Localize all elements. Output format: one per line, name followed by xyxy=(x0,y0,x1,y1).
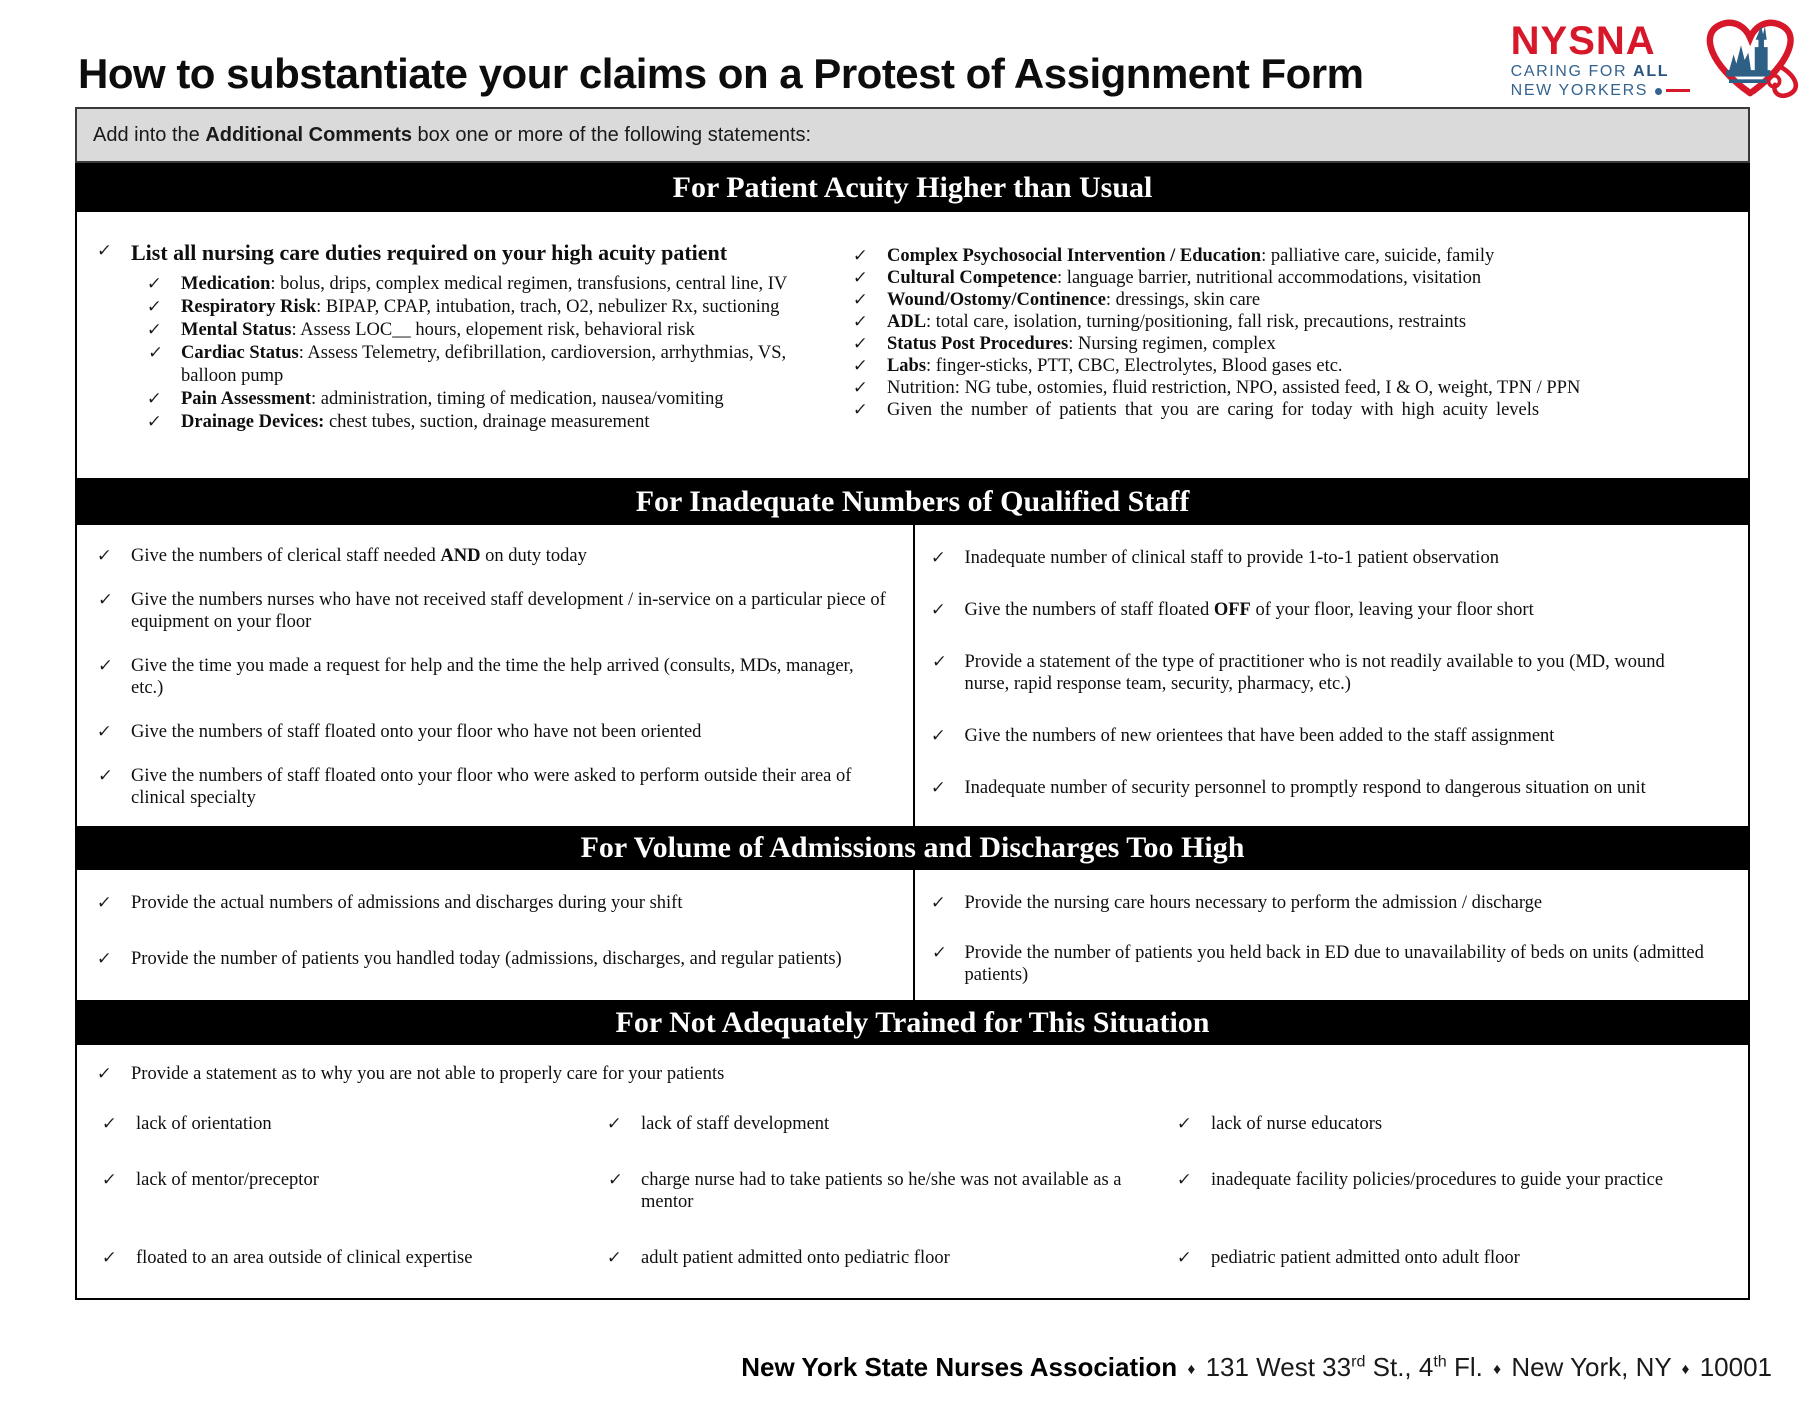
checklist-item: ✓ lack of staff development xyxy=(605,1114,830,1134)
checklist-item: ✓ Give the numbers of staff floated onto your floor who were asked to perform outside their area of clinical specialty xyxy=(97,765,887,809)
checkmark-icon: ✓ xyxy=(607,1170,624,1190)
checkmark-icon: ✓ xyxy=(97,656,114,676)
diamond-separator: ♦ xyxy=(1681,1360,1690,1378)
checkmark-icon: ✓ xyxy=(930,943,947,963)
checklist-item: ✓ Drainage Devices: chest tubes, suction, drainage measurement xyxy=(146,412,650,432)
checkmark-icon: ✓ xyxy=(95,722,113,742)
checklist-item: ✓ ADL: total care, isolation, turning/positioning, fall risk, precautions, restraints xyxy=(851,312,1467,332)
section-volume xyxy=(75,870,1750,1000)
checkmark-icon: ✓ xyxy=(605,1114,623,1134)
training-reasons-grid xyxy=(102,1113,1748,1269)
checklist-item: ✓ Give the numbers of staff floated onto your floor who have not been oriented xyxy=(95,722,702,742)
checkmark-icon: ✓ xyxy=(929,548,946,568)
checklist-item: ✓ Labs: finger-sticks, PTT, CBC, Electrolytes, Blood gases etc. xyxy=(851,356,1343,376)
checklist-item: ✓ Give the numbers of new orientees that have been added to the staff assignment xyxy=(929,726,1555,746)
checkmark-icon: ✓ xyxy=(929,726,946,746)
checklist-item: ✓ floated to an area outside of clinical expertise xyxy=(100,1248,473,1268)
staffing-left-column xyxy=(77,525,913,826)
checklist-item: ✓ Pain Assessment: administration, timing of medication, nausea/vomiting xyxy=(146,389,724,409)
checkmark-icon: ✓ xyxy=(1175,1248,1193,1268)
checklist-item: ✓ charge nurse had to take patients so he/she was not available as a mentor xyxy=(607,1169,1177,1213)
checkmark-icon: ✓ xyxy=(100,1170,118,1190)
checklist-item: ✓ inadequate facility policies/procedures to guide your practice xyxy=(1175,1170,1664,1190)
section-header-staffing: For Inadequate Numbers of Qualified Staff xyxy=(75,478,1750,525)
checklist-item: ✓ Respiratory Risk: BIPAP, CPAP, intubation, trach, O2, nebulizer Rx, suctioning xyxy=(146,297,780,317)
checkmark-icon: ✓ xyxy=(147,343,164,363)
checklist-item: ✓ Give the numbers of staff floated OFF of your floor, leaving your floor short xyxy=(929,600,1534,620)
logo-tagline-2: NEW YORKERS xyxy=(1511,83,1690,100)
checklist-item: ✓ pediatric patient admitted onto adult floor xyxy=(1175,1248,1520,1268)
checkmark-icon: ✓ xyxy=(1175,1170,1193,1190)
checkmark-icon: ✓ xyxy=(95,1064,113,1084)
checkmark-icon: ✓ xyxy=(851,334,869,354)
checkmark-icon: ✓ xyxy=(851,356,869,376)
volume-left-column xyxy=(77,870,913,1000)
checklist-item: ✓ lack of nurse educators xyxy=(1175,1114,1383,1134)
checklist-item: ✓ Provide a statement of the type of practitioner who is not readily available to you (MD, wound nurse, rapid response team, security, pharmacy, etc.) xyxy=(931,651,1709,695)
checklist-item: ✓ lack of orientation xyxy=(100,1114,272,1134)
checkmark-icon: ✓ xyxy=(929,778,946,798)
checklist-item: ✓ List all nursing care duties required on your high acuity patient xyxy=(96,240,728,265)
checkmark-icon: ✓ xyxy=(95,546,113,566)
checklist-item: ✓ Nutrition: NG tube, ostomies, fluid restriction, NPO, assisted feed, I & O, weight, TPN / PPN xyxy=(851,378,1581,398)
checklist-item: ✓ Inadequate number of clinical staff to provide 1-to-1 patient observation xyxy=(929,548,1499,568)
checklist-item: ✓ Provide a statement as to why you are not able to properly care for your patients xyxy=(95,1064,725,1084)
footer-street: 131 West 33rd St., 4th Fl. xyxy=(1205,1352,1483,1382)
checkmark-icon: ✓ xyxy=(146,320,163,340)
section-header-training: For Not Adequately Trained for This Situation xyxy=(75,1000,1750,1045)
footer-city: New York, NY xyxy=(1511,1352,1672,1382)
checkmark-icon: ✓ xyxy=(851,268,869,288)
checklist-item: ✓ Mental Status: Assess LOC__ hours, elopement risk, behavioral risk xyxy=(146,320,695,340)
checklist-item: ✓ Inadequate number of security personnel to promptly respond to dangerous situation on unit xyxy=(929,778,1646,798)
checkmark-icon: ✓ xyxy=(605,1248,623,1268)
checklist-item: ✓ Give the numbers nurses who have not received staff development / in-service on a particular piece of equipment on your floor xyxy=(97,589,887,633)
checklist-item: ✓ adult patient admitted onto pediatric floor xyxy=(605,1248,950,1268)
checkmark-icon: ✓ xyxy=(95,893,113,913)
footer-zip: 10001 xyxy=(1699,1352,1772,1382)
checkmark-icon: ✓ xyxy=(146,389,163,409)
volume-right-column xyxy=(913,870,1749,1000)
acuity-left-column xyxy=(77,212,839,478)
section-header-volume: For Volume of Admissions and Discharges Too High xyxy=(75,826,1750,870)
instruction-bar xyxy=(75,107,1750,163)
checkmark-icon: ✓ xyxy=(146,274,163,294)
section-staffing xyxy=(75,525,1750,826)
checklist-item: ✓ Complex Psychosocial Intervention / Education: palliative care, suicide, family xyxy=(851,246,1495,266)
section-acuity xyxy=(75,212,1750,478)
checkmark-icon: ✓ xyxy=(851,246,869,266)
acuity-sub-list xyxy=(147,273,831,434)
logo-dot-icon xyxy=(1655,88,1662,95)
footer-org: New York State Nurses Association xyxy=(741,1352,1178,1382)
checklist-item: ✓ Provide the nursing care hours necessary to perform the admission / discharge xyxy=(929,893,1543,913)
checkmark-icon: ✓ xyxy=(1175,1114,1193,1134)
checkmark-icon: ✓ xyxy=(851,378,869,398)
diamond-separator: ♦ xyxy=(1493,1360,1502,1378)
checkmark-icon: ✓ xyxy=(930,652,947,672)
checklist-item: ✓ Medication: bolus, drips, complex medical regimen, transfusions, central line, IV xyxy=(146,274,788,294)
checklist-item: ✓ Status Post Procedures: Nursing regimen, complex xyxy=(851,334,1276,354)
checklist-item: ✓ Provide the number of patients you handled today (admissions, discharges, and regular patients) xyxy=(95,949,842,969)
diamond-separator: ♦ xyxy=(1187,1360,1196,1378)
checkmark-icon: ✓ xyxy=(851,400,869,420)
checkmark-icon: ✓ xyxy=(97,766,114,786)
checklist-item: ✓ Cultural Competence: language barrier, nutritional accommodations, visitation xyxy=(851,268,1482,288)
checklist-item: ✓ Provide the number of patients you held back in ED due to unavailability of beds on units (admitted patients) xyxy=(931,942,1709,986)
checkmark-icon: ✓ xyxy=(100,1114,118,1134)
checkmark-icon: ✓ xyxy=(96,241,113,261)
checklist-item: ✓ Given the number of patients that you are caring for today with high acuity levels xyxy=(851,400,1540,420)
nysna-heart-liberty-icon xyxy=(1692,14,1812,106)
checklist-item: ✓ Provide the actual numbers of admissions and discharges during your shift xyxy=(95,893,683,913)
checkmark-icon: ✓ xyxy=(97,590,114,610)
training-main-row xyxy=(77,1045,1748,1085)
section-header-acuity: For Patient Acuity Higher than Usual xyxy=(75,163,1750,212)
logo-stethoscope-line-icon xyxy=(1666,89,1690,92)
checkmark-icon: ✓ xyxy=(95,949,113,969)
page-title: How to substantiate your claims on a Protest of Assignment Form xyxy=(78,50,1364,97)
checkmark-icon: ✓ xyxy=(929,600,946,620)
checkmark-icon: ✓ xyxy=(851,312,869,332)
checkmark-icon: ✓ xyxy=(851,290,869,310)
checkmark-icon: ✓ xyxy=(100,1248,118,1268)
acuity-right-column xyxy=(839,212,1748,478)
nysna-logo-text xyxy=(1511,20,1690,100)
section-training xyxy=(75,1045,1750,1300)
checklist-item: ✓ Give the time you made a request for help and the time the help arrived (consults, MDs, manager, etc.) xyxy=(97,655,887,699)
footer-address xyxy=(741,1352,1772,1383)
checkmark-icon: ✓ xyxy=(929,893,946,913)
checklist-item: ✓ Wound/Ostomy/Continence: dressings, skin care xyxy=(851,290,1261,310)
nysna-wordmark: NYSNA xyxy=(1510,19,1656,64)
statements-table xyxy=(75,107,1750,1300)
nysna-logo xyxy=(1511,14,1812,106)
checkmark-icon: ✓ xyxy=(146,297,163,317)
checklist-item: ✓ Cardiac Status: Assess Telemetry, defibrillation, cardioversion, arrhythmias, VS, balloon pump xyxy=(147,342,831,388)
checkmark-icon: ✓ xyxy=(146,412,163,432)
instruction-text: Add into the Additional Comments box one or more of the following statements: xyxy=(93,123,812,146)
checklist-item: ✓ lack of mentor/preceptor xyxy=(100,1170,319,1190)
staffing-right-column xyxy=(913,525,1749,826)
logo-tagline-1: CARING FOR ALL xyxy=(1510,63,1670,81)
checklist-item: ✓ Give the numbers of clerical staff needed AND on duty today xyxy=(95,546,587,566)
